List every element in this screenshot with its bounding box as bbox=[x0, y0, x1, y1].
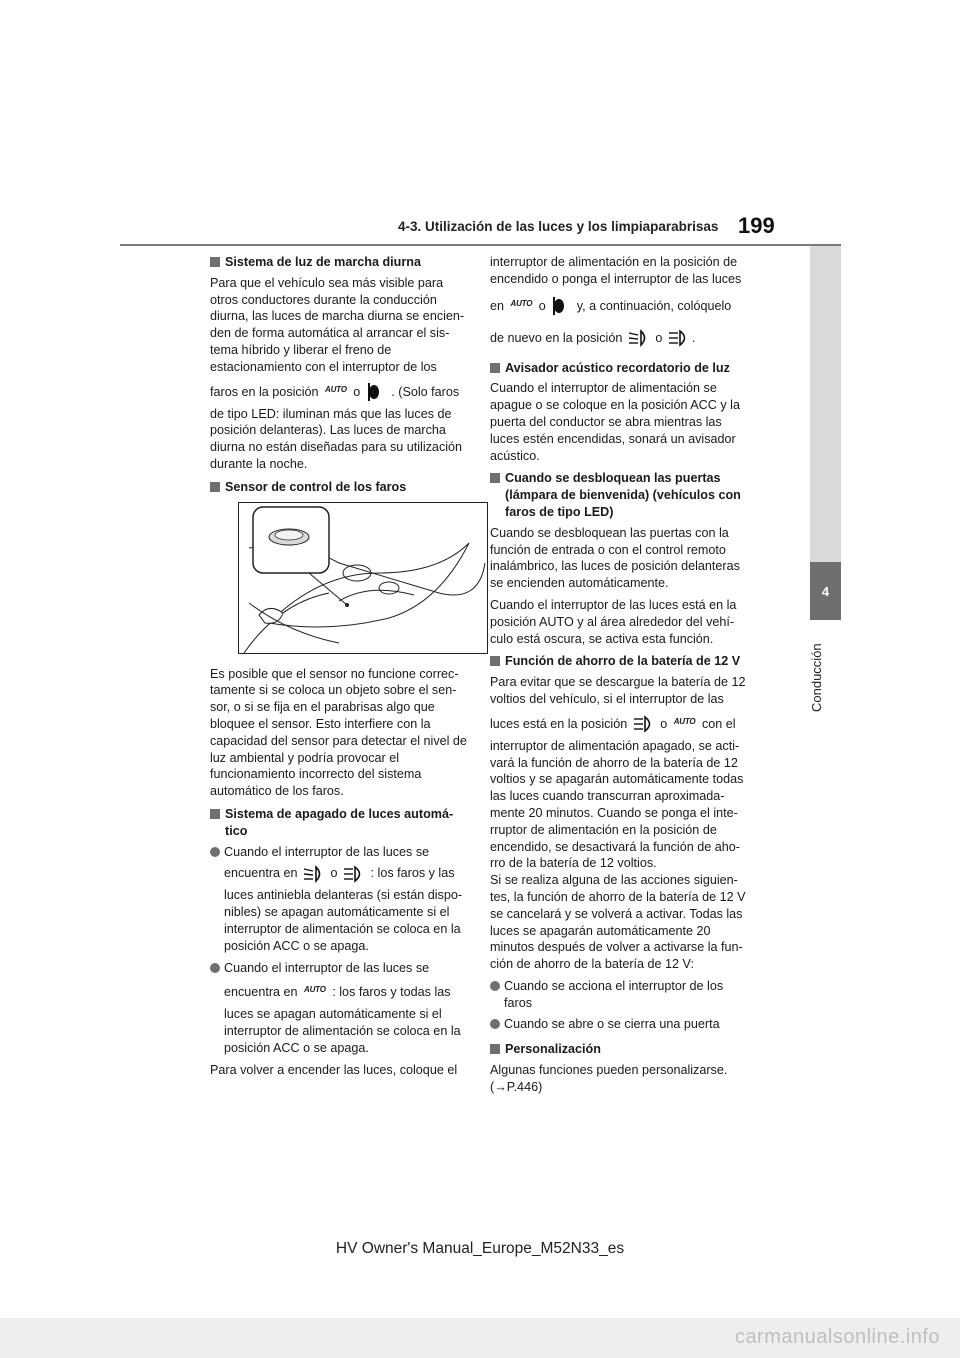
header-rule bbox=[120, 244, 841, 246]
saver-paragraph-3: Si se realiza alguna de las acciones siguien-tes, la función de ahorro de la batería de 12 V se cancelará y se volverá a activar. Todas las luces se apagarán automáticamente 20 minutos después de volver a activarse la fun-ción de ahorro de la batería de 12 V: bbox=[490, 873, 746, 972]
saver-bullet-2: Cuando se abre o se cierra una puerta bbox=[490, 1016, 748, 1033]
side-tab-line bbox=[810, 246, 841, 562]
high-beam-icon bbox=[633, 715, 655, 733]
drl-position-line: faros en la posición $^{AUTO}$ o . (Solo faros bbox=[210, 376, 468, 406]
shutoff-heading: Sistema de apagado de luces automá-tico bbox=[210, 806, 468, 840]
dashboard-sensor-drawing bbox=[239, 503, 487, 653]
custom-paragraph: Algunas funciones pueden personalizarse. (→P.446) bbox=[490, 1063, 728, 1094]
auto-headlight-icon: AUTO bbox=[325, 384, 347, 394]
low-beam-icon bbox=[628, 329, 650, 347]
watermark-text: carmanualsonline.info bbox=[734, 1326, 940, 1348]
drl-paragraph: Para que el vehículo sea más visible para otros conductores durante la conducción diurna, las luces de marcha diurna se encien-den de forma automática al arrancar el sis-tema híbrido y liberar el freno de estacionamiento con el interruptor de los bbox=[210, 275, 465, 374]
heading-square-icon bbox=[210, 809, 220, 819]
heading-square-icon bbox=[490, 656, 500, 666]
buzzer-heading: Avisador acústico recordatorio de luz bbox=[490, 360, 748, 377]
heading-square-icon bbox=[490, 1044, 500, 1054]
section-title: 4-3. Utilización de las luces y los limpiaparabrisas bbox=[398, 219, 719, 234]
continued-line-2: de nuevo en la posición o . bbox=[490, 322, 748, 354]
chapter-label: Conducción bbox=[809, 643, 824, 712]
high-beam-icon bbox=[343, 865, 365, 883]
welcome-heading: Cuando se desbloquean las puertas (lámpara de bienvenida) (vehículos con faros de tipo LED) bbox=[490, 470, 748, 520]
drl-heading: Sistema de luz de marcha diurna bbox=[210, 254, 468, 271]
bullet-dot-icon bbox=[210, 847, 220, 857]
buzzer-paragraph: Cuando el interruptor de alimentación se apague o se coloque en la posición ACC y la puerta del conductor se abra mientras las luces estén encendidas, sonará un avisador acústico. bbox=[490, 381, 740, 463]
heading-square-icon bbox=[490, 473, 500, 483]
low-beam-icon bbox=[303, 865, 325, 883]
left-column bbox=[210, 254, 468, 1084]
headlight-on-icon bbox=[366, 383, 386, 401]
sensor-paragraph: Es posible que el sensor no funcione correc-tamente si se coloca un objeto sobre el sen-sor, o si se fija en el parabrisas algo que bloquee el sensor. Esto interfiere con la capacidad del sensor para detectar el nivel de luz ambiental y podría provocar el funcionamiento incorrecto del sistema automático de los faros. bbox=[210, 666, 467, 799]
sensor-illustration bbox=[238, 502, 488, 654]
saver-position-line: luces está en la posición o $^{AUTO}$ con el bbox=[490, 708, 748, 738]
page-number: 199 bbox=[738, 213, 775, 238]
bullet-dot-icon bbox=[490, 1019, 500, 1029]
auto-headlight-icon: AUTO bbox=[673, 716, 696, 726]
headlight-on-icon bbox=[551, 297, 571, 315]
heading-square-icon bbox=[210, 257, 220, 267]
bullet-dot-icon bbox=[210, 963, 220, 973]
custom-heading: Personalización bbox=[490, 1041, 748, 1058]
saver-paragraph-1: Para evitar que se descargue la batería de 12 voltios del vehículo, si el interruptor de las bbox=[490, 675, 746, 706]
welcome-paragraph-1: Cuando se desbloquean las puertas con la función de entrada o con el control remoto inalámbrico, las luces de posición delanteras se encienden automáticamente. bbox=[490, 525, 740, 591]
heading-square-icon bbox=[210, 482, 220, 492]
saver-paragraph-2: interruptor de alimentación apagado, se acti-vará la función de ahorro de la batería de 12 voltios y se apagarán automáticamente todas las luces cuando transcurran aproximada-mente 20 minutos. Cuando se ponga el inte-rruptor de alimentación en la posición de encendido, se desactivará la función de aho-rro de la batería de 12 voltios. bbox=[490, 738, 744, 871]
saver-bullet-1: Cuando se acciona el interruptor de los faros bbox=[490, 978, 748, 1012]
welcome-paragraph-2: Cuando el interruptor de las luces está en la posición AUTO y al área alrededor del vehí-culo está oscura, se activa esta función. bbox=[490, 597, 737, 646]
continued-paragraph: interruptor de alimentación en la posición de encendido o ponga el interruptor de las luces bbox=[490, 255, 742, 286]
right-column bbox=[490, 254, 748, 1101]
high-beam-icon bbox=[668, 329, 690, 347]
left-last-line: Para volver a encender las luces, coloque el bbox=[210, 1062, 458, 1077]
saver-heading: Función de ahorro de la batería de 12 V bbox=[490, 653, 748, 670]
continued-line-1: en $^{AUTO}$ o y, a continuación, colóquelo bbox=[490, 288, 748, 322]
sensor-heading: Sensor de control de los faros bbox=[210, 479, 468, 496]
chapter-tab bbox=[810, 562, 841, 620]
auto-headlight-icon: AUTO bbox=[304, 985, 326, 995]
chapter-side-label bbox=[789, 632, 849, 712]
auto-headlight-icon: AUTO bbox=[510, 298, 533, 308]
drl-paragraph-end: de tipo LED: iluminan más que las luces de posición delanteras). Las luces de marcha diurna no están diseñadas para su utilización durante la noche. bbox=[210, 406, 463, 471]
shutoff-bullet-2: Cuando el interruptor de las luces se encuentra en $^{AUTO}$ : los faros y todas las luces se apagan automáticamente si el interruptor de alimentación se coloca en la posición ACC o se apaga. bbox=[210, 960, 468, 1057]
bullet-dot-icon bbox=[490, 981, 500, 991]
shutoff-bullet-1: Cuando el interruptor de las luces se encuentra en o : los faros y las luces antiniebla delanteras (si están dispo-nibles) se apagan automáticamente si el interruptor de alimentación se coloca en la posición ACC o se apaga. bbox=[210, 844, 468, 955]
manual-footer: HV Owner's Manual_Europe_M52N33_es bbox=[335, 1240, 625, 1257]
watermark-bar bbox=[0, 1318, 960, 1358]
chapter-number: 4 bbox=[821, 583, 830, 599]
heading-square-icon bbox=[490, 363, 500, 373]
